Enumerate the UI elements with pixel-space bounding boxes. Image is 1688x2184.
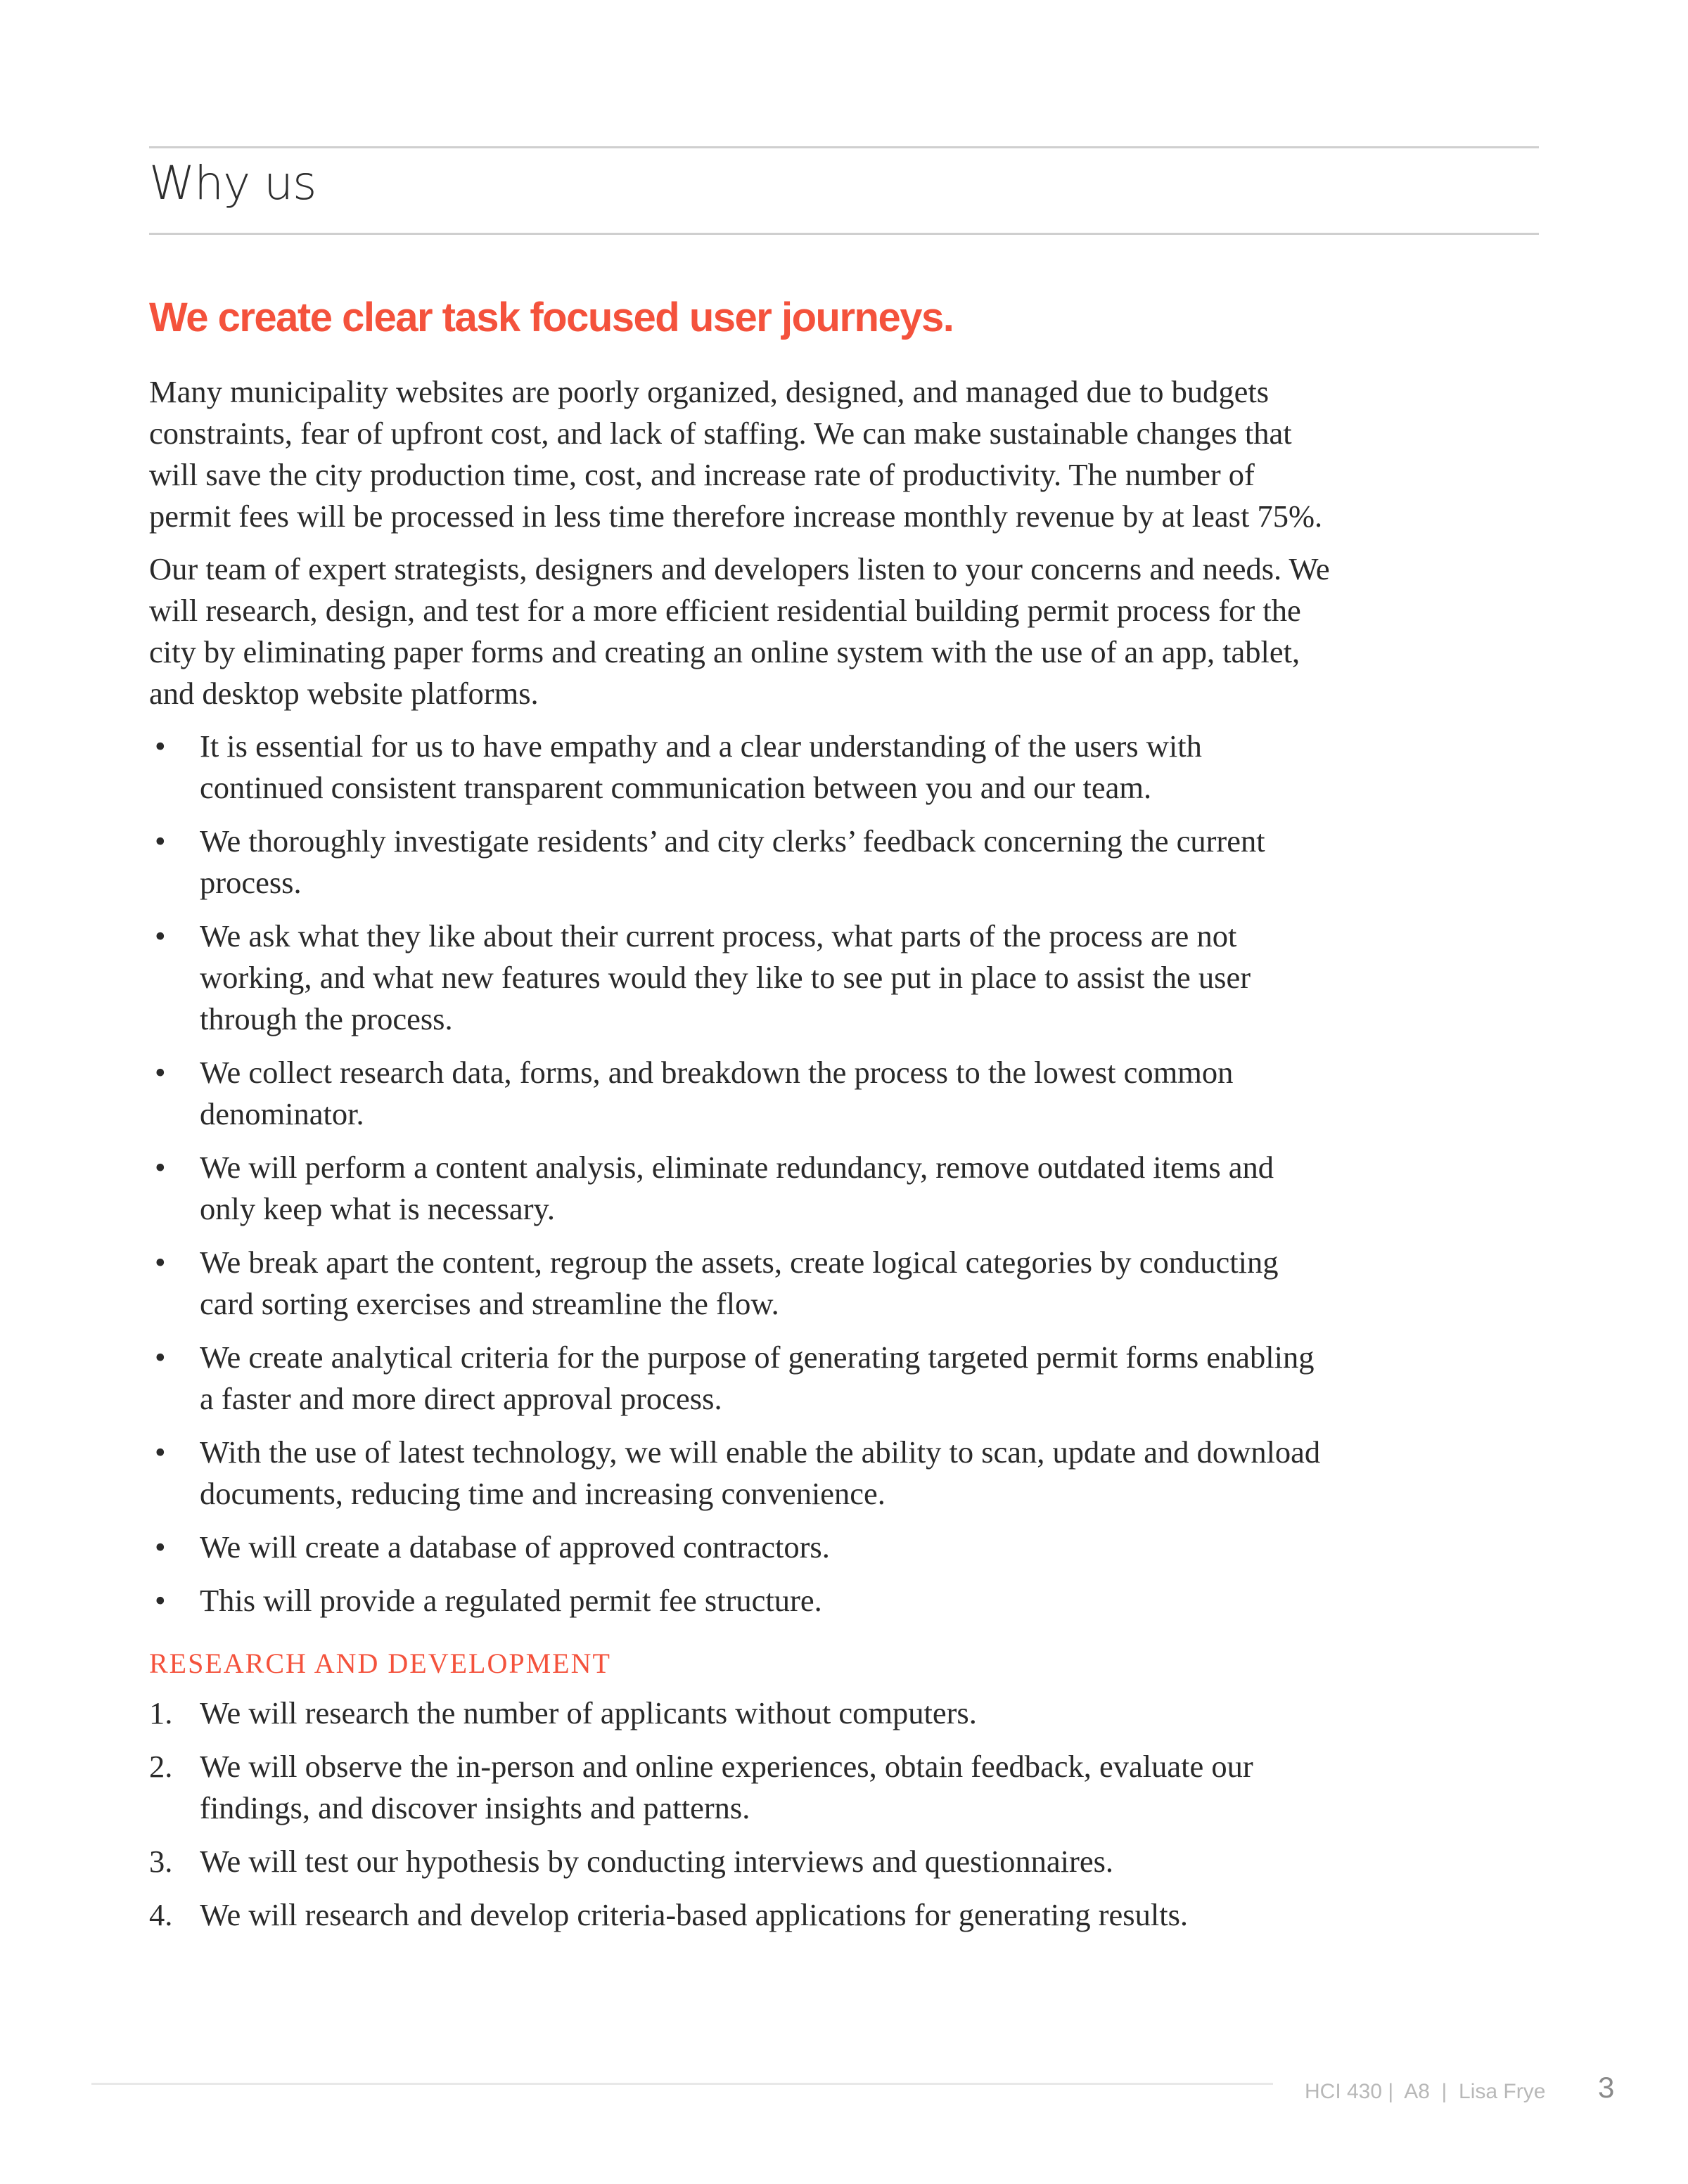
item-number: 2.	[149, 1749, 173, 1784]
footer-credit: HCI 430 | A8 | Lisa Frye	[1305, 2080, 1546, 2103]
bullet-text: We break apart the content, regroup the assets, create logical categories by conducting card sorting exercises and streamline the flow.	[200, 1245, 1279, 1321]
bullet-item	[149, 726, 1331, 809]
bullet-text: We will create a database of approved contractors.	[200, 1529, 830, 1565]
bullet-text: We will perform a content analysis, eliminate redundancy, remove outdated items and only keep what is necessary.	[200, 1150, 1274, 1226]
bullet-item	[149, 821, 1331, 904]
bullet-item	[149, 1432, 1331, 1515]
bullet-text: We create analytical criteria for the purpose of generating targeted permit forms enabling a faster and more direct approval process.	[200, 1340, 1315, 1416]
approach-bullet-list	[149, 726, 1331, 1621]
intro-paragraph: Many municipality websites are poorly organized, designed, and managed due to budgets constraints, fear of upfront cost, and lack of staffing. We can make sustainable changes that will save the city production time, cost, and increase rate of productivity. The number of permit fees will be processed in less time therefore increase monthly revenue by at least 75%.	[149, 374, 1323, 534]
numbered-item	[149, 1692, 1331, 1734]
bullet-item	[149, 1147, 1331, 1230]
bullet-item	[149, 916, 1331, 1040]
bullet-text: With the use of latest technology, we will enable the ability to scan, update and download documents, reducing time and increasing convenience.	[200, 1434, 1321, 1511]
bullet-text: This will provide a regulated permit fee structure.	[200, 1583, 822, 1618]
bullet-item	[149, 1052, 1331, 1135]
item-number: 3.	[149, 1844, 173, 1879]
item-text: We will research the number of applicants without computers.	[200, 1695, 977, 1730]
team-paragraph: Our team of expert strategists, designers and developers listen to your concerns and needs. We will research, design, and test for a more efficient residential building permit process for the city by eliminating paper forms and creating an online system with the use of an app, tablet, and desktop website platforms.	[149, 551, 1330, 711]
bullet-item	[149, 1337, 1331, 1420]
bullet-text: It is essential for us to have empathy and a clear understanding of the users with continued consistent transparent communication between you and our team.	[200, 728, 1202, 805]
numbered-item	[149, 1841, 1331, 1882]
footer-rule	[91, 2083, 1273, 2085]
bullet-text: We ask what they like about their current process, what parts of the process are not working, and what new features would they like to see put in place to assist the user through the process.	[200, 918, 1251, 1036]
header-top-rule	[149, 146, 1539, 148]
headline: We create clear task focused user journeys.	[149, 295, 954, 340]
bullet-icon: •	[155, 1150, 166, 1185]
bullet-item	[149, 1580, 1331, 1621]
numbered-item	[149, 1894, 1331, 1936]
item-text: We will observe the in-person and online experiences, obtain feedback, evaluate our findings, and discover insights and patterns.	[200, 1749, 1253, 1825]
numbered-item	[149, 1746, 1331, 1829]
bullet-item	[149, 1527, 1331, 1568]
bullet-icon: •	[155, 1245, 166, 1280]
item-text: We will test our hypothesis by conducting interviews and questionnaires.	[200, 1844, 1114, 1879]
bullet-item	[149, 1242, 1331, 1325]
bullet-text: We collect research data, forms, and breakdown the process to the lowest common denominator.	[200, 1055, 1234, 1131]
bullet-icon: •	[155, 823, 166, 859]
research-heading: RESEARCH AND DEVELOPMENT	[149, 1647, 611, 1679]
bullet-icon: •	[155, 1434, 166, 1470]
bullet-icon: •	[155, 1055, 166, 1090]
bullet-text: We thoroughly investigate residents’ and city clerks’ feedback concerning the current process.	[200, 823, 1265, 900]
research-numbered-list	[149, 1692, 1331, 1936]
bullet-icon: •	[155, 1583, 166, 1618]
section-title: Why us	[149, 156, 316, 210]
header-bottom-rule	[149, 233, 1539, 235]
item-number: 1.	[149, 1695, 173, 1730]
bullet-icon: •	[155, 1340, 166, 1375]
item-text: We will research and develop criteria-based applications for generating results.	[200, 1897, 1189, 1932]
bullet-icon: •	[155, 1529, 166, 1565]
item-number: 4.	[149, 1897, 173, 1932]
bullet-icon: •	[155, 728, 166, 764]
body-content	[149, 371, 1331, 1948]
bullet-icon: •	[155, 918, 166, 953]
page-number: 3	[1598, 2071, 1615, 2104]
